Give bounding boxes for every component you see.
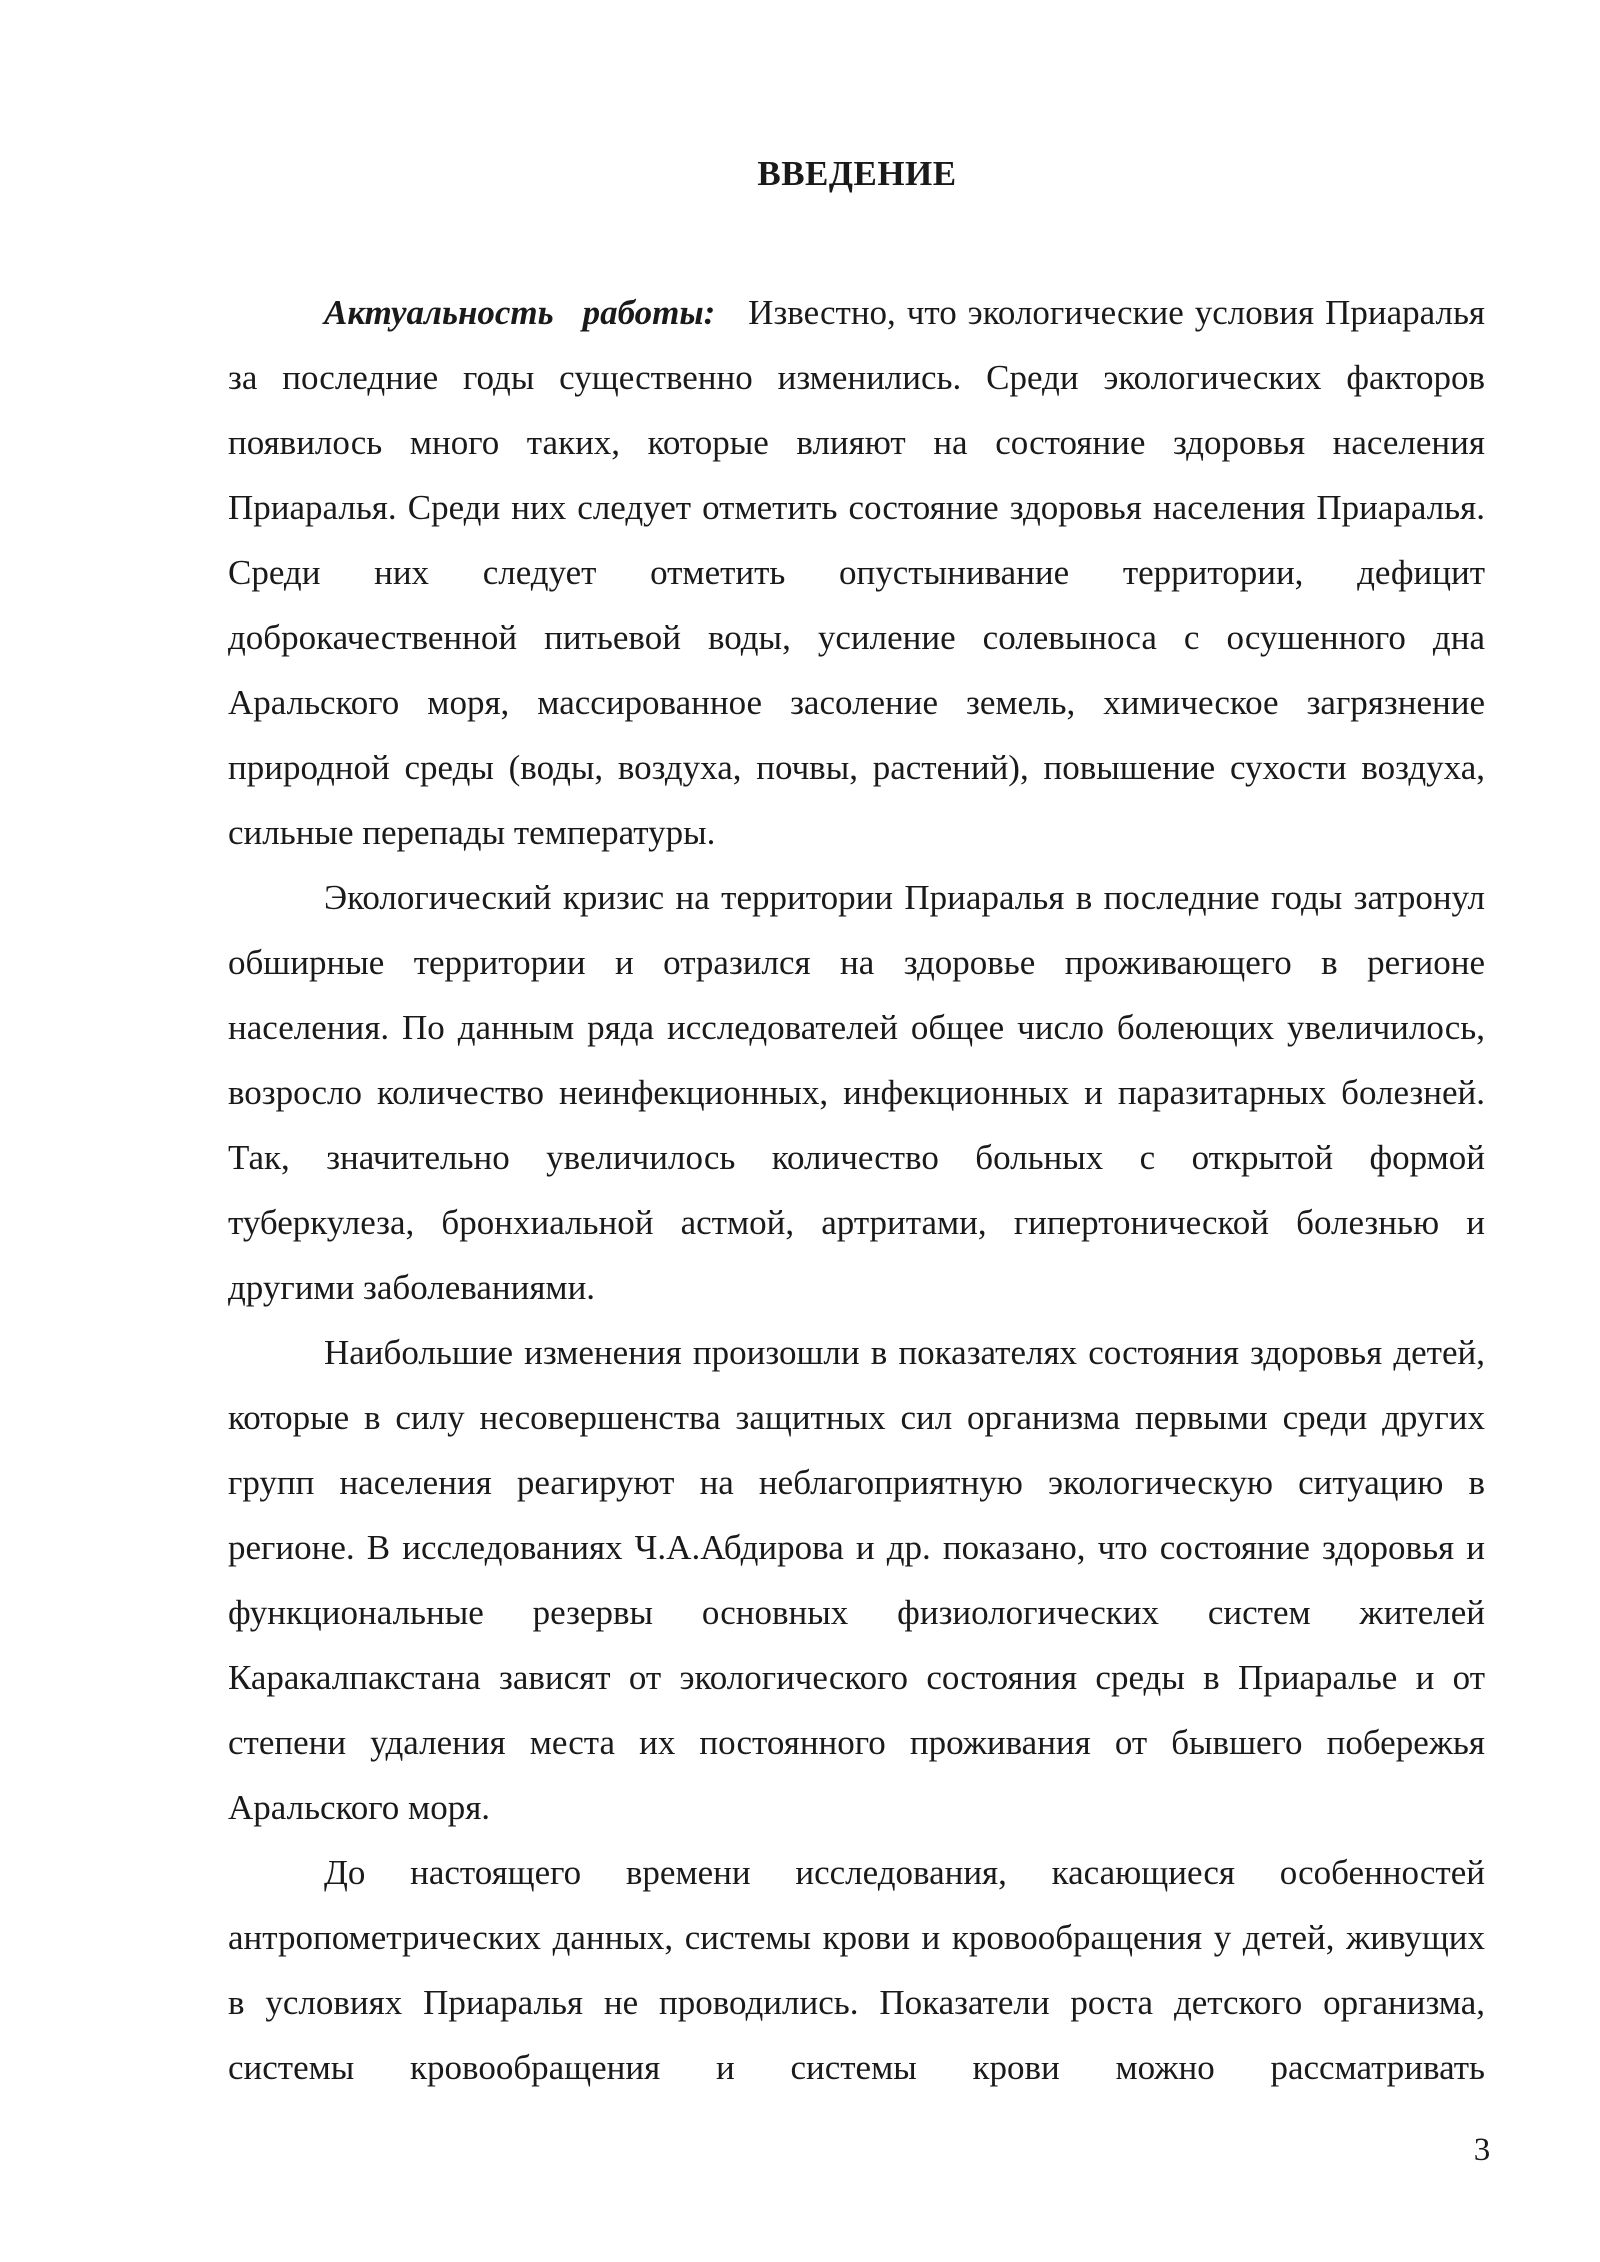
document-body — [228, 280, 1485, 2100]
page-number: 3 — [1473, 2132, 1491, 2168]
paragraph-text: Наибольшие изменения произошли в показателях состояния здоровья детей, которые в силу несовершенства защитных сил организма первыми среди других групп населения реагируют на неблагоприятную экологическую ситуацию в регионе. В исследованиях Ч.А.Абдирова и др. показано, что состояние здоровья и функциональные резервы основных физиологических систем жителей Каракалпакстана зависят от экологического состояния среды в Приаралье и от степени удаления места их постоянного проживания от бывшего побережья Аральского моря. — [228, 1333, 1485, 1827]
page-heading: ВВЕДЕНИЕ — [757, 154, 957, 193]
paragraph-text: До настоящего времени исследования, касающиеся особенностей антропометрических данных, системы крови и кровообращения у детей, живущих в условиях Приаралья не проводились. Показатели роста детского организма, системы кровообращения и системы крови можно рассматривать — [228, 1853, 1485, 2087]
paragraph-text: Известно, что экологические условия Приаралья за последние годы существенно изменились. Среди экологических факторов появилось много таких, которые влияют на состояние здоровья населения Приаралья. Среди них следует отметить состояние здоровья населения Приаралья. Среди них следует отметить опустынивание территории, дефицит доброкачественной питьевой воды, усиление солевыноса с осушенного дна Аральского моря, массированное засоление земель, химическое загрязнение природной среды (воды, воздуха, почвы, растений), повышение сухости воздуха, сильные перепады температуры. — [228, 293, 1486, 852]
paragraph-text: Экологический кризис на территории Приаралья в последние годы затронул обширные территории и отразился на здоровье проживающего в регионе населения. По данным ряда исследователей общее число болеющих увеличилось, возросло количество неинфекционных, инфекционных и паразитарных болезней. Так, значительно увеличилось количество больных с открытой формой туберкулеза, бронхиальной астмой, артритами, гипертонической болезнью и другими заболеваниями. — [228, 878, 1485, 1307]
paragraph-relevance — [228, 280, 1485, 865]
relevance-label: Актуальность работы: — [324, 293, 716, 332]
paragraph-research-gap — [228, 1840, 1485, 2100]
paragraph-children-health — [228, 1320, 1485, 1840]
paragraph-ecological-crisis — [228, 865, 1485, 1320]
